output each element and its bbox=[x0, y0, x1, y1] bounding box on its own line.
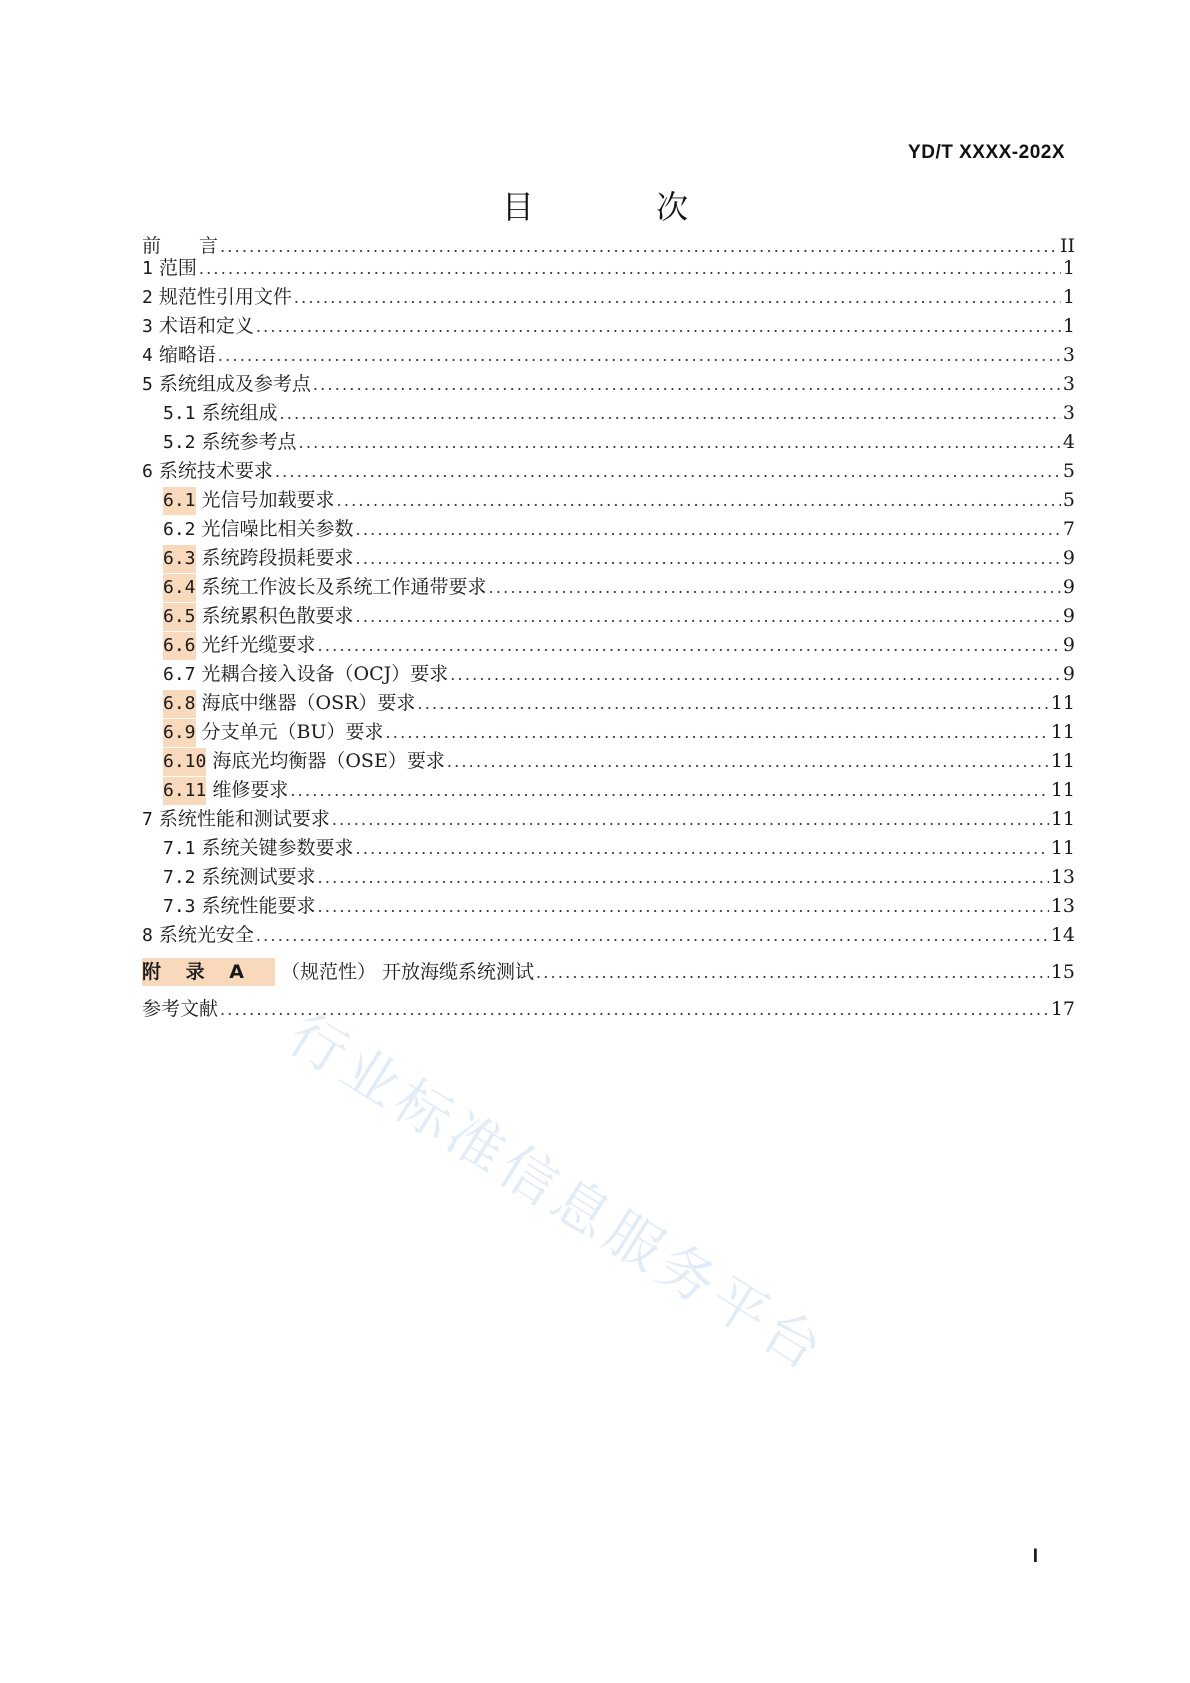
page-number: I bbox=[1032, 1546, 1038, 1567]
toc-entry-page: 9 bbox=[1062, 605, 1075, 627]
toc-entry-page: 5 bbox=[1062, 460, 1075, 482]
toc-entry-3[interactable] bbox=[142, 312, 1075, 340]
toc-entry-2[interactable] bbox=[142, 283, 1075, 311]
toc-entry-number: 6.11 bbox=[163, 777, 206, 805]
toc-leader-dots bbox=[220, 996, 1049, 1024]
toc-entry-text: 系统性能要求 bbox=[201, 895, 316, 917]
toc-entry-text: 海底中继器（OSR）要求 bbox=[201, 692, 416, 714]
toc-leader-dots bbox=[318, 893, 1049, 921]
toc-entry-number: 3 bbox=[142, 316, 153, 337]
toc-leader-dots bbox=[332, 806, 1049, 834]
toc-entry-text: 系统关键参数要求 bbox=[201, 837, 354, 859]
toc-entry-text: 系统光安全 bbox=[158, 924, 254, 946]
toc-leader-dots bbox=[275, 458, 1061, 486]
toc-entry-page: 11 bbox=[1050, 721, 1075, 743]
toc-entry-page: 11 bbox=[1050, 692, 1075, 714]
toc-leader-dots bbox=[299, 429, 1061, 457]
toc-entry-text: 规范性引用文件 bbox=[158, 286, 292, 308]
toc-leader-dots bbox=[199, 255, 1061, 283]
toc-entry-5-2[interactable] bbox=[163, 428, 1075, 456]
toc-entry-number: 6.10 bbox=[163, 748, 206, 776]
toc-entry-text: 分支单元（BU）要求 bbox=[201, 721, 384, 743]
toc-entry-page: 17 bbox=[1050, 998, 1075, 1020]
toc-leader-dots bbox=[386, 719, 1049, 747]
toc-entry-page: 1 bbox=[1062, 315, 1075, 337]
toc-entry-6-2[interactable] bbox=[163, 515, 1075, 543]
toc-entry-1[interactable] bbox=[142, 254, 1075, 282]
toc-entry-text: 光信噪比相关参数 bbox=[201, 518, 354, 540]
toc-leader-dots bbox=[290, 777, 1048, 805]
toc-leader-dots bbox=[450, 661, 1061, 689]
toc-entry-number: 5.2 bbox=[163, 432, 196, 453]
toc-leader-dots bbox=[417, 690, 1048, 718]
toc-entry-page: 15 bbox=[1050, 961, 1075, 983]
toc-leader-dots bbox=[337, 487, 1061, 515]
toc-entry-text: 系统参考点 bbox=[201, 431, 297, 453]
toc-entry-number: 7.1 bbox=[163, 838, 196, 859]
toc-entry-text: 光纤光缆要求 bbox=[201, 634, 316, 656]
toc-entry-number: 6.3 bbox=[163, 545, 196, 573]
toc-entry-page: 11 bbox=[1050, 779, 1075, 801]
toc-leader-dots bbox=[280, 400, 1061, 428]
toc-entry-6-1[interactable] bbox=[163, 486, 1075, 514]
toc-entry-number: 6.5 bbox=[163, 603, 196, 631]
toc-entry-7-3[interactable] bbox=[163, 892, 1075, 920]
toc-entry-page: 11 bbox=[1050, 837, 1075, 859]
toc-entry-number: 8 bbox=[142, 925, 153, 946]
toc-entry-page: 13 bbox=[1050, 866, 1075, 888]
toc-entry-page: 9 bbox=[1062, 634, 1075, 656]
toc-entry-page: 9 bbox=[1062, 663, 1075, 685]
toc-entry-number: 6 bbox=[142, 461, 153, 482]
toc-entry-text: 前 言 bbox=[142, 235, 219, 257]
toc-leader-dots bbox=[318, 632, 1061, 660]
toc-entry-number: 7.2 bbox=[163, 867, 196, 888]
toc-leader-dots bbox=[256, 313, 1061, 341]
toc-entry-number: 6.1 bbox=[163, 487, 196, 515]
toc-entry-text: 系统组成 bbox=[201, 402, 278, 424]
toc-entry-text: 术语和定义 bbox=[158, 315, 254, 337]
toc-leader-dots bbox=[256, 922, 1049, 950]
toc-entry-6-11[interactable] bbox=[163, 776, 1075, 804]
toc-leader-dots bbox=[356, 545, 1061, 573]
toc-entry-text: 系统工作波长及系统工作通带要求 bbox=[201, 576, 487, 598]
toc-entry-text: 光信号加载要求 bbox=[201, 489, 335, 511]
toc-entry-number: 6.6 bbox=[163, 632, 196, 660]
toc-title: 目 次 bbox=[501, 188, 745, 226]
toc-entry-7-1[interactable] bbox=[163, 834, 1075, 862]
toc-entry-text: 系统测试要求 bbox=[201, 866, 316, 888]
toc-entry-number: 7.3 bbox=[163, 896, 196, 917]
toc-entry-6-7[interactable] bbox=[163, 660, 1075, 688]
toc-entry-page: 5 bbox=[1062, 489, 1075, 511]
watermark: 行业标准信息服务平台 bbox=[277, 1002, 838, 1386]
toc-entry-6-9[interactable] bbox=[163, 718, 1075, 746]
toc-entry-text: 光耦合接入设备（OCJ）要求 bbox=[201, 663, 449, 685]
toc-entry-number: 6.9 bbox=[163, 719, 196, 747]
toc-entry-text: 范围 bbox=[158, 257, 197, 279]
toc-entry-text: （规范性） 开放海缆系统测试 bbox=[280, 961, 534, 983]
toc-entry-8[interactable] bbox=[142, 921, 1075, 949]
toc-leader-dots bbox=[294, 284, 1061, 312]
toc-entry-6-6[interactable] bbox=[163, 631, 1075, 659]
toc-entry-number: 6.8 bbox=[163, 690, 196, 718]
toc-leader-dots bbox=[318, 864, 1049, 892]
toc-entry-6-5[interactable] bbox=[163, 602, 1075, 630]
appendix-label: 附 录 A bbox=[142, 958, 275, 986]
toc-leader-dots bbox=[489, 574, 1061, 602]
toc-entry-text: 系统性能和测试要求 bbox=[158, 808, 330, 830]
toc-entry-number: 4 bbox=[142, 345, 153, 366]
toc-entry-6-4[interactable] bbox=[163, 573, 1075, 601]
toc-entry-5-1[interactable] bbox=[163, 399, 1075, 427]
toc-entry-6[interactable] bbox=[142, 457, 1075, 485]
toc-entry-page: 9 bbox=[1062, 576, 1075, 598]
toc-entry-number: 5 bbox=[142, 374, 153, 395]
toc-entry-page: 1 bbox=[1062, 257, 1075, 279]
toc-entry-page: 1 bbox=[1062, 286, 1075, 308]
toc-entry-page: 14 bbox=[1050, 924, 1075, 946]
toc-leader-dots bbox=[356, 835, 1049, 863]
toc-entry-text: 海底光均衡器（OSE）要求 bbox=[212, 750, 445, 772]
toc-entry-6-10[interactable] bbox=[163, 747, 1075, 775]
toc-leader-dots bbox=[356, 516, 1061, 544]
toc-entry-number: 2 bbox=[142, 287, 153, 308]
toc-entry-number: 6.7 bbox=[163, 664, 196, 685]
toc-entry-6-3[interactable] bbox=[163, 544, 1075, 572]
toc-entry-5[interactable] bbox=[142, 370, 1075, 398]
toc-leader-dots bbox=[536, 959, 1049, 987]
toc-entry-page: 11 bbox=[1050, 808, 1075, 830]
toc-entry-page: 3 bbox=[1062, 402, 1075, 424]
toc-entry-text: 维修要求 bbox=[212, 779, 289, 801]
toc-leader-dots bbox=[356, 603, 1061, 631]
toc-entry-text: 系统组成及参考点 bbox=[158, 373, 311, 395]
toc-entry-number: 6.2 bbox=[163, 519, 196, 540]
toc-entry-text: 系统技术要求 bbox=[158, 460, 273, 482]
toc-entry-7-2[interactable] bbox=[163, 863, 1075, 891]
toc-entry-references[interactable] bbox=[142, 995, 1075, 1023]
toc-entry-page: 3 bbox=[1062, 344, 1075, 366]
toc-entry-text: 系统跨段损耗要求 bbox=[201, 547, 354, 569]
toc-entry-page: II bbox=[1059, 235, 1075, 257]
toc-entry-page: 13 bbox=[1050, 895, 1075, 917]
toc-entry-text: 缩略语 bbox=[158, 344, 216, 366]
toc-entry-4[interactable] bbox=[142, 341, 1075, 369]
toc-leader-dots bbox=[313, 371, 1061, 399]
toc-entry-appendix-a[interactable] bbox=[142, 958, 1075, 986]
toc-leader-dots bbox=[218, 342, 1061, 370]
toc-entry-page: 7 bbox=[1062, 518, 1075, 540]
toc-entry-number: 6.4 bbox=[163, 574, 196, 602]
toc-entry-page: 4 bbox=[1062, 431, 1075, 453]
toc-entry-6-8[interactable] bbox=[163, 689, 1075, 717]
toc-entry-page: 9 bbox=[1062, 547, 1075, 569]
toc-entry-page: 11 bbox=[1050, 750, 1075, 772]
toc-leader-dots bbox=[447, 748, 1049, 776]
toc-entry-text: 参考文献 bbox=[142, 998, 219, 1020]
toc-entry-number: 5.1 bbox=[163, 403, 196, 424]
toc-entry-number: 7 bbox=[142, 809, 153, 830]
toc-entry-7[interactable] bbox=[142, 805, 1075, 833]
toc-entry-text: 系统累积色散要求 bbox=[201, 605, 354, 627]
toc-entry-page: 3 bbox=[1062, 373, 1075, 395]
toc-entry-number: 1 bbox=[142, 258, 153, 279]
document-code: YD/T XXXX-202X bbox=[908, 142, 1065, 163]
